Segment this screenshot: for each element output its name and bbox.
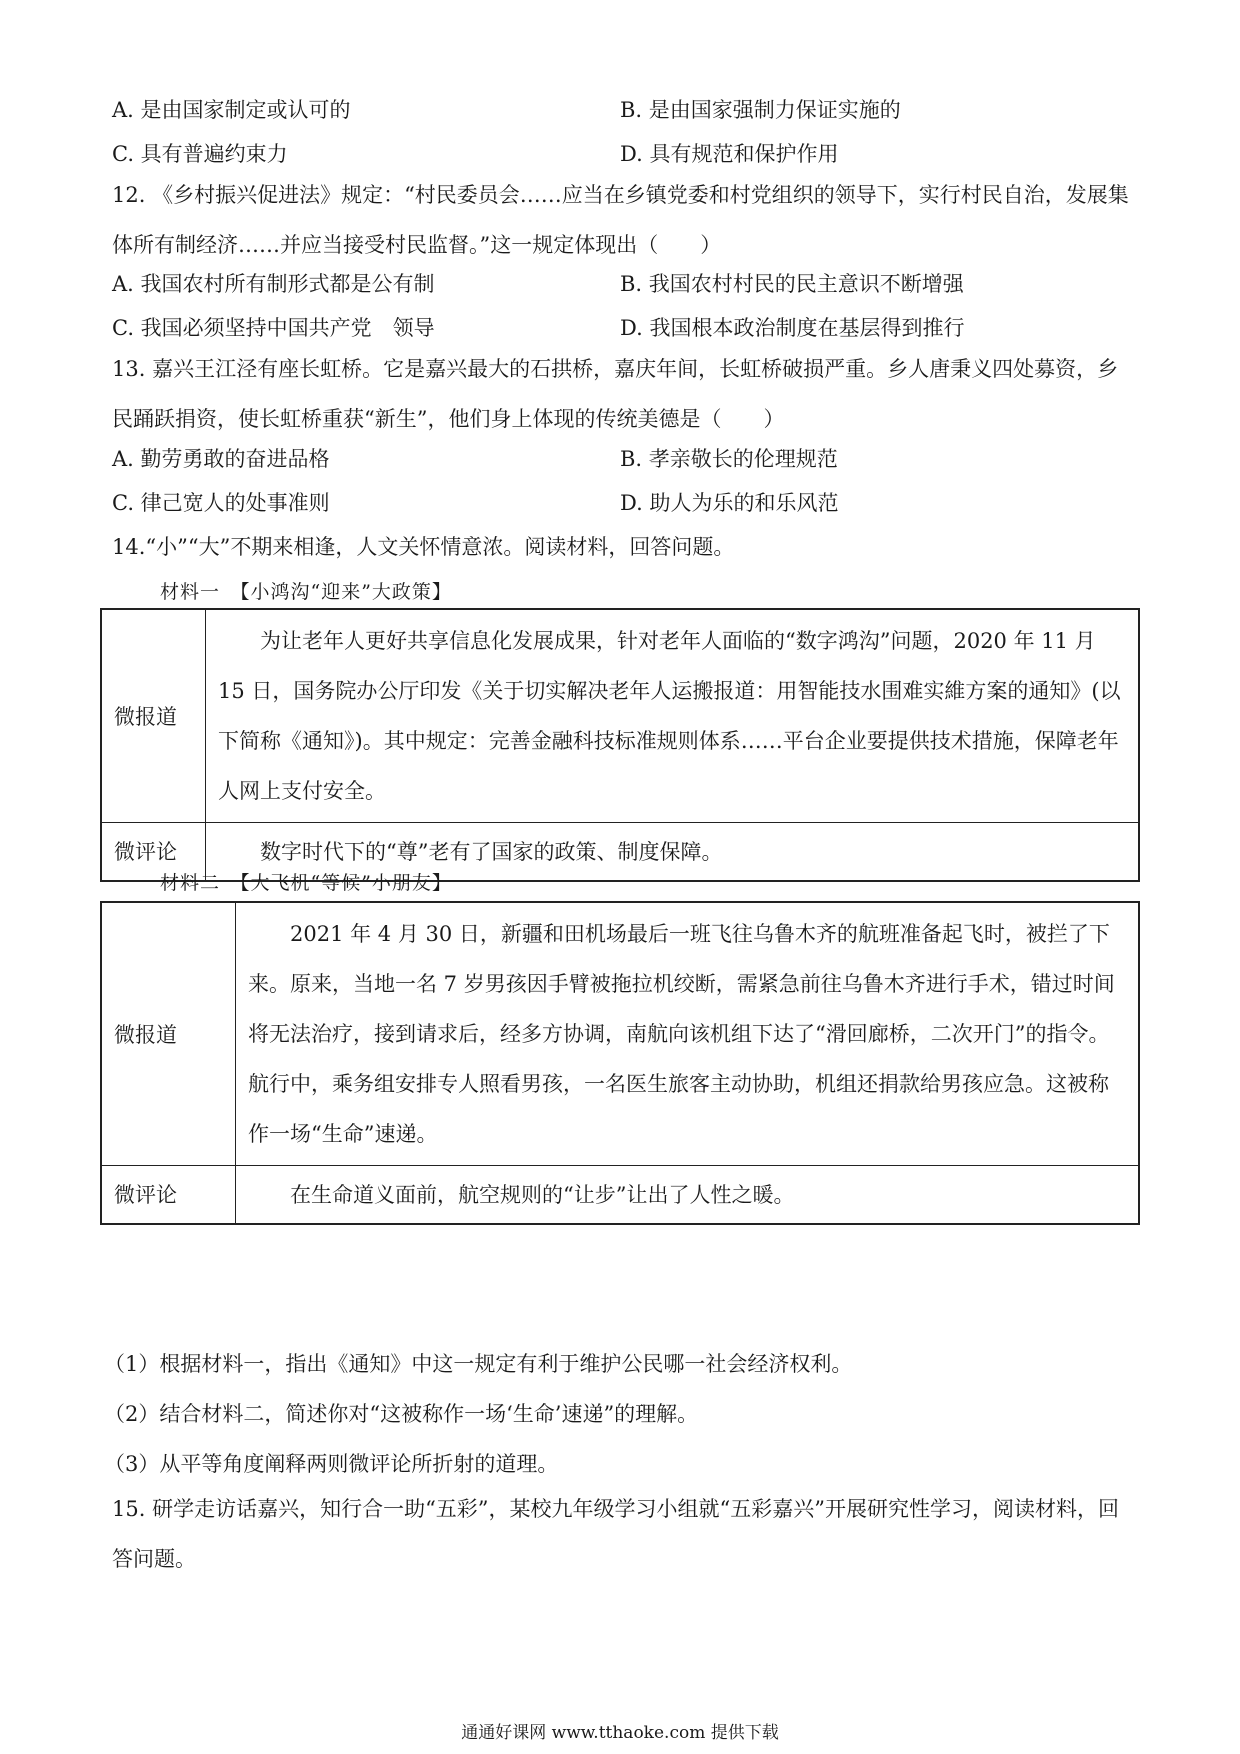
footer-download-notice: 通通好课网 www.tthaoke.com 提供下载: [461, 1723, 779, 1743]
material2-table: [100, 901, 1140, 1225]
material1-report-label: 微报道: [101, 609, 206, 823]
material2-report-label: 微报道: [101, 902, 236, 1166]
q11-option-c: C. 具有普遍约束力: [112, 142, 288, 166]
q12-option-d: D. 我国根本政治制度在基层得到推行: [620, 316, 965, 340]
q12-stem: 12. 《乡村振兴促进法》规定：“村民委员会……应当在乡镇党委和村党组织的领导下，实行村民自治，发展集体所有制经济……并应当接受村民监督。”这一规定体现出（ ）: [112, 183, 1129, 257]
material2-report-text: 2021 年 4 月 30 日，新疆和田机场最后一班飞往乌鲁木齐的航班准备起飞时，被拦了下来。原来，当地一名 7 岁男孩因手臂被拖拉机绞断，需紧急前往乌鲁木齐进行手术，错过时间将无法治疗，接到请求后，经多方协调，南航向该机组下达了“滑回廊桥，二次开门”的指令。航行中，乘务组安排专人照看男孩，一名医生旅客主动协助，机组还捐款给男孩应急。这被称作一场“生命”速递。: [236, 902, 1140, 1166]
q12-option-c: C. 我国必须坚持中国共产党 领导: [112, 316, 435, 340]
q12-option-b: B. 我国农村村民的民主意识不断增强: [620, 272, 964, 296]
material1-report-text: 为让老年人更好共享信息化发展成果，针对老年人面临的“数字鸿沟”问题，2020 年 11 月 15 日，国务院办公厅印发《关于切实解决老年人运搬报道：用智能技水围难实維方案的通知》(以下简称《通知》)。其中规定：完善金融科技标准规则体系……平台企业要提供技术措施，保障老年人网上支付安全。: [206, 609, 1140, 823]
material2-comment-label: 微评论: [101, 1166, 236, 1224]
q15-stem: 15. 研学走访话嘉兴，知行合一助“五彩”，某校九年级学习小组就“五彩嘉兴”开展研究性学习，阅读材料，回答问题。: [112, 1497, 1120, 1571]
q13-stem: 13. 嘉兴王江泾有座长虹桥。它是嘉兴最大的石拱桥，嘉庆年间，长虹桥破损严重。乡人唐秉义四处募资，乡民踊跃捐资，使长虹桥重获“新生”，他们身上体现的传统美德是（ ）: [112, 357, 1119, 431]
q12-option-a: A. 我国农村所有制形式都是公有制: [112, 272, 435, 296]
q11-option-a: A. 是由国家制定或认可的: [112, 98, 351, 122]
q11-option-d: D. 具有规范和保护作用: [620, 142, 839, 166]
q13-option-c: C. 律己宽人的处事准则: [112, 491, 330, 515]
q11-option-b: B. 是由国家强制力保证实施的: [620, 98, 901, 122]
q13-option-d: D. 助人为乐的和乐风范: [620, 491, 839, 515]
material1-title: 材料一 【小鸿沟“迎来”大政策】: [160, 581, 452, 603]
q14-stem: 14.“小”“大”不期来相逢，人文关怀情意浓。阅读材料，回答问题。: [112, 535, 735, 559]
material1-comment-text: 数字时代下的“尊”老有了国家的政策、制度保障。: [206, 823, 1140, 881]
material1-table: [100, 608, 1140, 882]
q13-option-a: A. 勤劳勇敢的奋进品格: [112, 447, 330, 471]
q14-sub-question-2: （2）结合材料二，简述你对“这被称作一场‘生命’速递”的理解。: [104, 1402, 699, 1426]
q14-sub-question-3: （3）从平等角度阐释两则微评论所折射的道理。: [104, 1452, 559, 1476]
material1-comment-label: 微评论: [101, 823, 206, 881]
material2-comment-text: 在生命道义面前，航空规则的“让步”让出了人性之暖。: [236, 1166, 1140, 1224]
q14-sub-question-1: （1）根据材料一，指出《通知》中这一规定有利于维护公民哪一社会经济权利。: [104, 1352, 853, 1376]
material2-title: 材料二 【大飞机“等候”小朋友】: [160, 872, 452, 894]
q13-option-b: B. 孝亲敬长的伦理规范: [620, 447, 838, 471]
